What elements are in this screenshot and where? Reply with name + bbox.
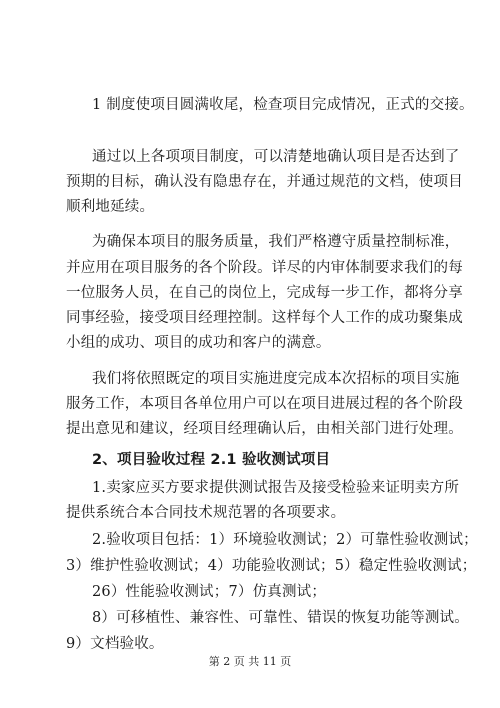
text-line-3: 预期的目标，确认没有隐患存在，并通过规范的文档，使项目 [66,174,463,190]
text-line-9: 小组的成功、项目的成功和客户的满意。 [66,335,331,351]
text-line-19: 8）可移植性、兼容性、可靠性、错误的恢复功能等测试。 [92,610,469,626]
text-line-5: 为确保本项目的服务质量，我们严格遵守质量控制标准， [92,234,460,250]
text-line-11: 服务工作，本项目各单位用户可以在项目进展过程的各个阶段 [66,396,463,412]
text-line-4: 顺利地延续。 [66,199,155,215]
section-heading: 2、项目验收过程 2.1 验收测试项目 [92,452,331,468]
text-line-15: 提供系统合本合同技术规范署的各项要求。 [66,505,346,521]
text-line-17: 3）维护性验收测试；4）功能验收测试；5）稳定性验收测试； [66,558,477,574]
text-line-7: 一位服务人员，在自己的岗位上，完成每一步工作，都将分享 [66,285,463,301]
text-line-1: 1 制度使项目圆满收尾，检查项目完成情况，正式的交接。 [92,97,474,113]
text-line-8: 同事经验，接受项目经理控制。这样每个人工作的成功聚集成 [66,310,463,326]
text-line-16: 2.验收项目包括：1）环境验收测试；2）可靠性验收测试； [92,532,478,548]
text-line-10: 我们将依照既定的项目实施进度完成本次招标的项目实施 [92,371,460,387]
text-line-12: 提出意见和建议，经项目经理确认后，由相关部门进行处理。 [66,421,463,437]
text-line-14: 1.卖家应买方要求提供测试报告及接受检验来证明卖方所 [92,480,460,496]
text-line-20: 9）文档验收。 [66,636,164,652]
page-footer: 第 2 页 共 11 页 [208,655,292,668]
text-line-2: 通过以上各项项目制度，可以清楚地确认项目是否达到了 [92,149,460,165]
text-line-6: 并应用在项目服务的各个阶段。详尽的内审体制要求我们的每 [66,260,463,276]
text-line-18: 26）性能验收测试；7）仿真测试； [92,584,327,600]
